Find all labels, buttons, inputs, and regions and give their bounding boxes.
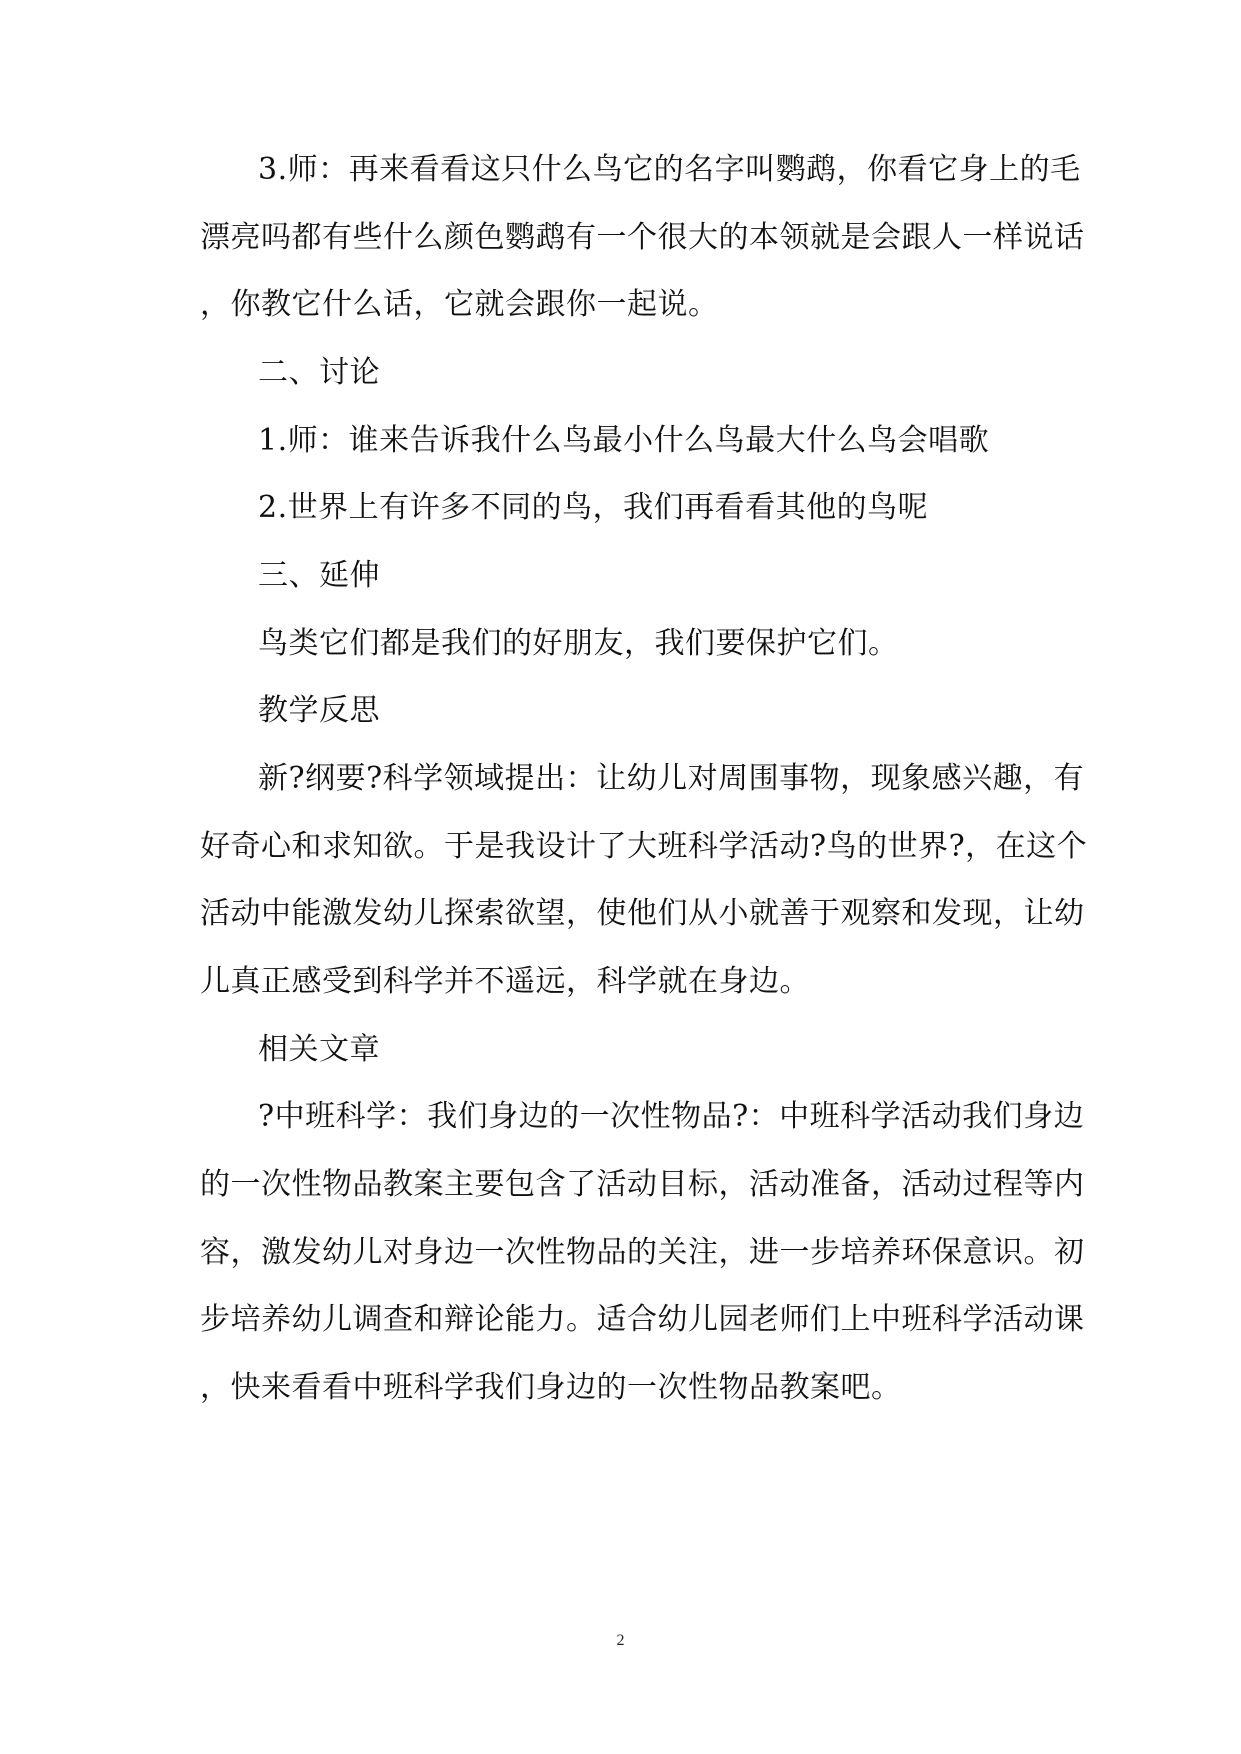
paragraph-line: 步培养幼儿调查和辩论能力。适合幼儿园老师们上中班科学活动课 (200, 1302, 1085, 1337)
paragraph-line: 1.师：谁来告诉我什么鸟最小什么鸟最大什么鸟会唱歌 (258, 423, 990, 458)
section-heading: 三、延伸 (258, 558, 380, 593)
paragraph-line: 容，激发幼儿对身边一次性物品的关注，进一步培养环保意识。初 (200, 1235, 1085, 1270)
page-number: 2 (616, 1632, 625, 1649)
paragraph-line: ，你教它什么话，它就会跟你一起说。 (200, 287, 719, 322)
section-heading: 二、讨论 (258, 355, 380, 390)
paragraph-line: 3.师：再来看看这只什么鸟它的名字叫鹦鹉，你看它身上的毛 (258, 152, 1081, 187)
paragraph-line: 漂亮吗都有些什么颜色鹦鹉有一个很大的本领就是会跟人一样说话 (200, 220, 1085, 255)
section-heading: 教学反思 (258, 693, 380, 728)
paragraph-line: 的一次性物品教案主要包含了活动目标，活动准备，活动过程等内 (200, 1167, 1085, 1202)
paragraph-line: ?中班科学：我们身边的一次性物品?：中班科学活动我们身边 (258, 1099, 1085, 1134)
paragraph-line: 鸟类它们都是我们的好朋友，我们要保护它们。 (258, 626, 899, 661)
paragraph-line: 好奇心和求知欲。于是我设计了大班科学活动?鸟的世界?，在这个 (200, 829, 1088, 864)
paragraph-line: 儿真正感受到科学并不遥远，科学就在身边。 (200, 964, 810, 999)
paragraph-line: 新?纲要?科学领域提出：让幼儿对周围事物，现象感兴趣，有 (258, 761, 1085, 796)
section-heading: 相关文章 (258, 1032, 380, 1067)
paragraph-line: 活动中能激发幼儿探索欲望，使他们从小就善于观察和发现，让幼 (200, 896, 1085, 931)
paragraph-line: 2.世界上有许多不同的鸟，我们再看看其他的鸟呢 (258, 490, 929, 525)
paragraph-line: ，快来看看中班科学我们身边的一次性物品教案吧。 (200, 1370, 902, 1405)
